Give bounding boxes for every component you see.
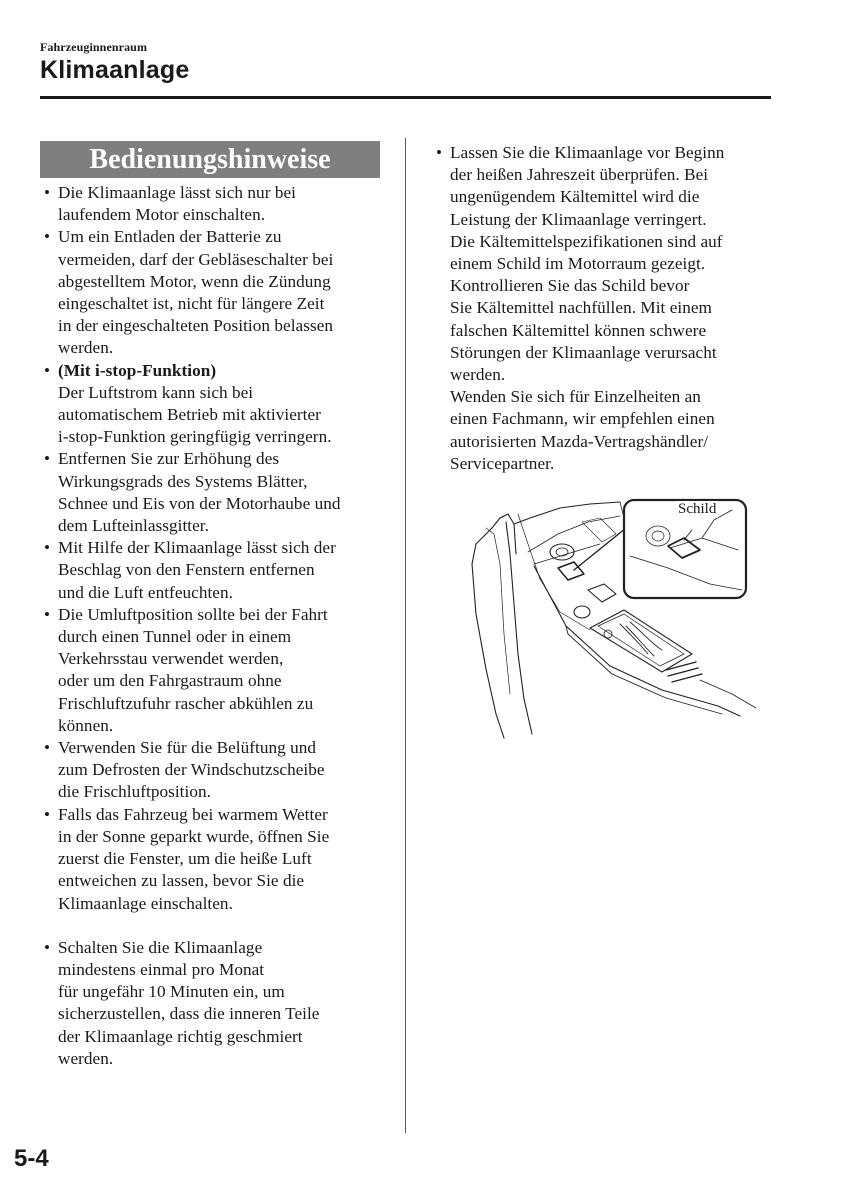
figure-label: Schild — [678, 501, 717, 517]
bullet-icon: • — [44, 449, 51, 469]
text-line: falschen Kältemittel können schwere — [450, 320, 707, 340]
breadcrumb: Fahrzeuginnenraum — [40, 40, 148, 54]
text-line: Falls das Fahrzeug bei warmem Wetter — [58, 804, 328, 824]
list-item — [40, 937, 390, 1070]
text-line: vermeiden, darf der Gebläseschalter bei — [58, 249, 334, 269]
list-item — [40, 182, 390, 226]
title-rule — [40, 96, 771, 99]
text-line: ungenügendem Kältemittel wird die — [450, 187, 700, 207]
text-line: Schnee und Eis von der Motorhaube und — [58, 493, 341, 513]
bullet-icon: • — [44, 937, 51, 957]
text-line: sicherzustellen, dass die inneren Teile — [58, 1004, 320, 1024]
text-line: Die Umluftposition sollte bei der Fahrt — [58, 604, 328, 624]
text-line: i-stop-Funktion geringfügig verringern. — [58, 427, 332, 447]
text-line: laufendem Motor einschalten. — [58, 205, 266, 225]
column-divider — [405, 138, 406, 1133]
text-line: zum Defrosten der Windschutzscheibe — [58, 760, 325, 780]
text-line: Verkehrsstau verwendet werden, — [58, 649, 284, 669]
left-bullet-list — [40, 182, 390, 1070]
text-line: einem Schild im Motorraum gezeigt. — [450, 254, 706, 274]
text-line: oder um den Fahrgastraum ohne — [58, 671, 282, 691]
list-item — [432, 142, 782, 475]
text-line: können. — [58, 715, 114, 735]
bullet-icon: • — [44, 738, 51, 758]
text-line: Verwenden Sie für die Belüftung und — [58, 738, 317, 758]
text-line: Frischluftzufuhr rascher abkühlen zu — [58, 693, 314, 713]
bullet-icon: • — [44, 804, 51, 824]
text-line: Servicepartner. — [450, 453, 555, 473]
text-line: Die Kältemittelspezifikationen sind auf — [450, 231, 723, 251]
bullet-icon: • — [436, 143, 443, 162]
bullet-icon: • — [44, 227, 51, 247]
text-line: für ungefähr 10 Minuten ein, um — [58, 982, 285, 1002]
text-line: Der Luftstrom kann sich bei — [58, 382, 254, 402]
text-line: und die Luft entfeuchten. — [58, 582, 233, 602]
text-line: Kontrollieren Sie das Schild bevor — [450, 276, 690, 296]
text-line: Entfernen Sie zur Erhöhung des — [58, 449, 280, 469]
list-item — [40, 360, 390, 449]
text-line: Wenden Sie sich für Einzelheiten an — [450, 387, 701, 407]
text-line: abgestelltem Motor, wenn die Zündung — [58, 271, 331, 291]
list-item — [40, 448, 390, 537]
text-line: Leistung der Klimaanlage verringert. — [450, 209, 707, 229]
text-line: autorisierten Mazda-Vertragshändler/ — [450, 431, 709, 451]
list-item — [40, 604, 390, 737]
text-line: der heißen Jahreszeit überprüfen. Bei — [450, 165, 709, 185]
bullet-icon: • — [44, 360, 51, 380]
page-number: 5-4 — [14, 1145, 49, 1172]
list-item — [40, 804, 390, 915]
section-heading: Bedienungshinweise — [40, 141, 380, 178]
engine-bay-illustration — [470, 494, 760, 744]
text-line: Um ein Entladen der Batterie zu — [58, 227, 282, 247]
text-line: werden. — [450, 365, 506, 385]
right-bullet-list — [432, 142, 782, 475]
text-line: Sie Kältemittel nachfüllen. Mit einem — [450, 298, 712, 318]
text-line: Klimaanlage einschalten. — [58, 893, 233, 913]
text-line: Beschlag von den Fenstern entfernen — [58, 560, 315, 580]
text-line: dem Lufteinlassgitter. — [58, 516, 209, 536]
text-line: entweichen zu lassen, bevor Sie die — [58, 871, 305, 891]
text-line: in der Sonne geparkt wurde, öffnen Sie — [58, 826, 330, 846]
bullet-icon: • — [44, 183, 51, 202]
text-line: einen Fachmann, wir empfehlen einen — [450, 409, 715, 429]
text-line: der Klimaanlage richtig geschmiert — [58, 1026, 303, 1046]
list-item — [40, 226, 390, 359]
bullet-icon: • — [44, 604, 51, 624]
subheading-line: (Mit i-stop-Funktion) — [58, 360, 217, 380]
text-line: mindestens einmal pro Monat — [58, 959, 265, 979]
text-line: werden. — [58, 338, 114, 358]
list-item — [40, 737, 390, 804]
text-line: Schalten Sie die Klimaanlage — [58, 937, 263, 957]
text-line: durch einen Tunnel oder in einem — [58, 627, 292, 647]
text-line: Mit Hilfe der Klimaanlage lässt sich der — [58, 538, 336, 558]
text-line: Lassen Sie die Klimaanlage vor Beginn — [450, 143, 725, 162]
text-line: eingeschaltet ist, nicht für längere Zeit — [58, 294, 325, 314]
list-item — [40, 537, 390, 604]
text-line: automatischem Betrieb mit aktivierter — [58, 405, 321, 425]
bullet-icon: • — [44, 538, 51, 558]
text-line: werden. — [58, 1048, 114, 1068]
text-line: Wirkungsgrads des Systems Blätter, — [58, 471, 308, 491]
text-line: die Frischluftposition. — [58, 782, 211, 802]
text-line: in der eingeschalteten Position belassen — [58, 316, 334, 336]
text-line: Die Klimaanlage lässt sich nur bei — [58, 183, 296, 202]
text-line: zuerst die Fenster, um die heiße Luft — [58, 849, 312, 869]
page-title: Klimaanlage — [40, 56, 190, 84]
text-line: Störungen der Klimaanlage verursacht — [450, 342, 717, 362]
